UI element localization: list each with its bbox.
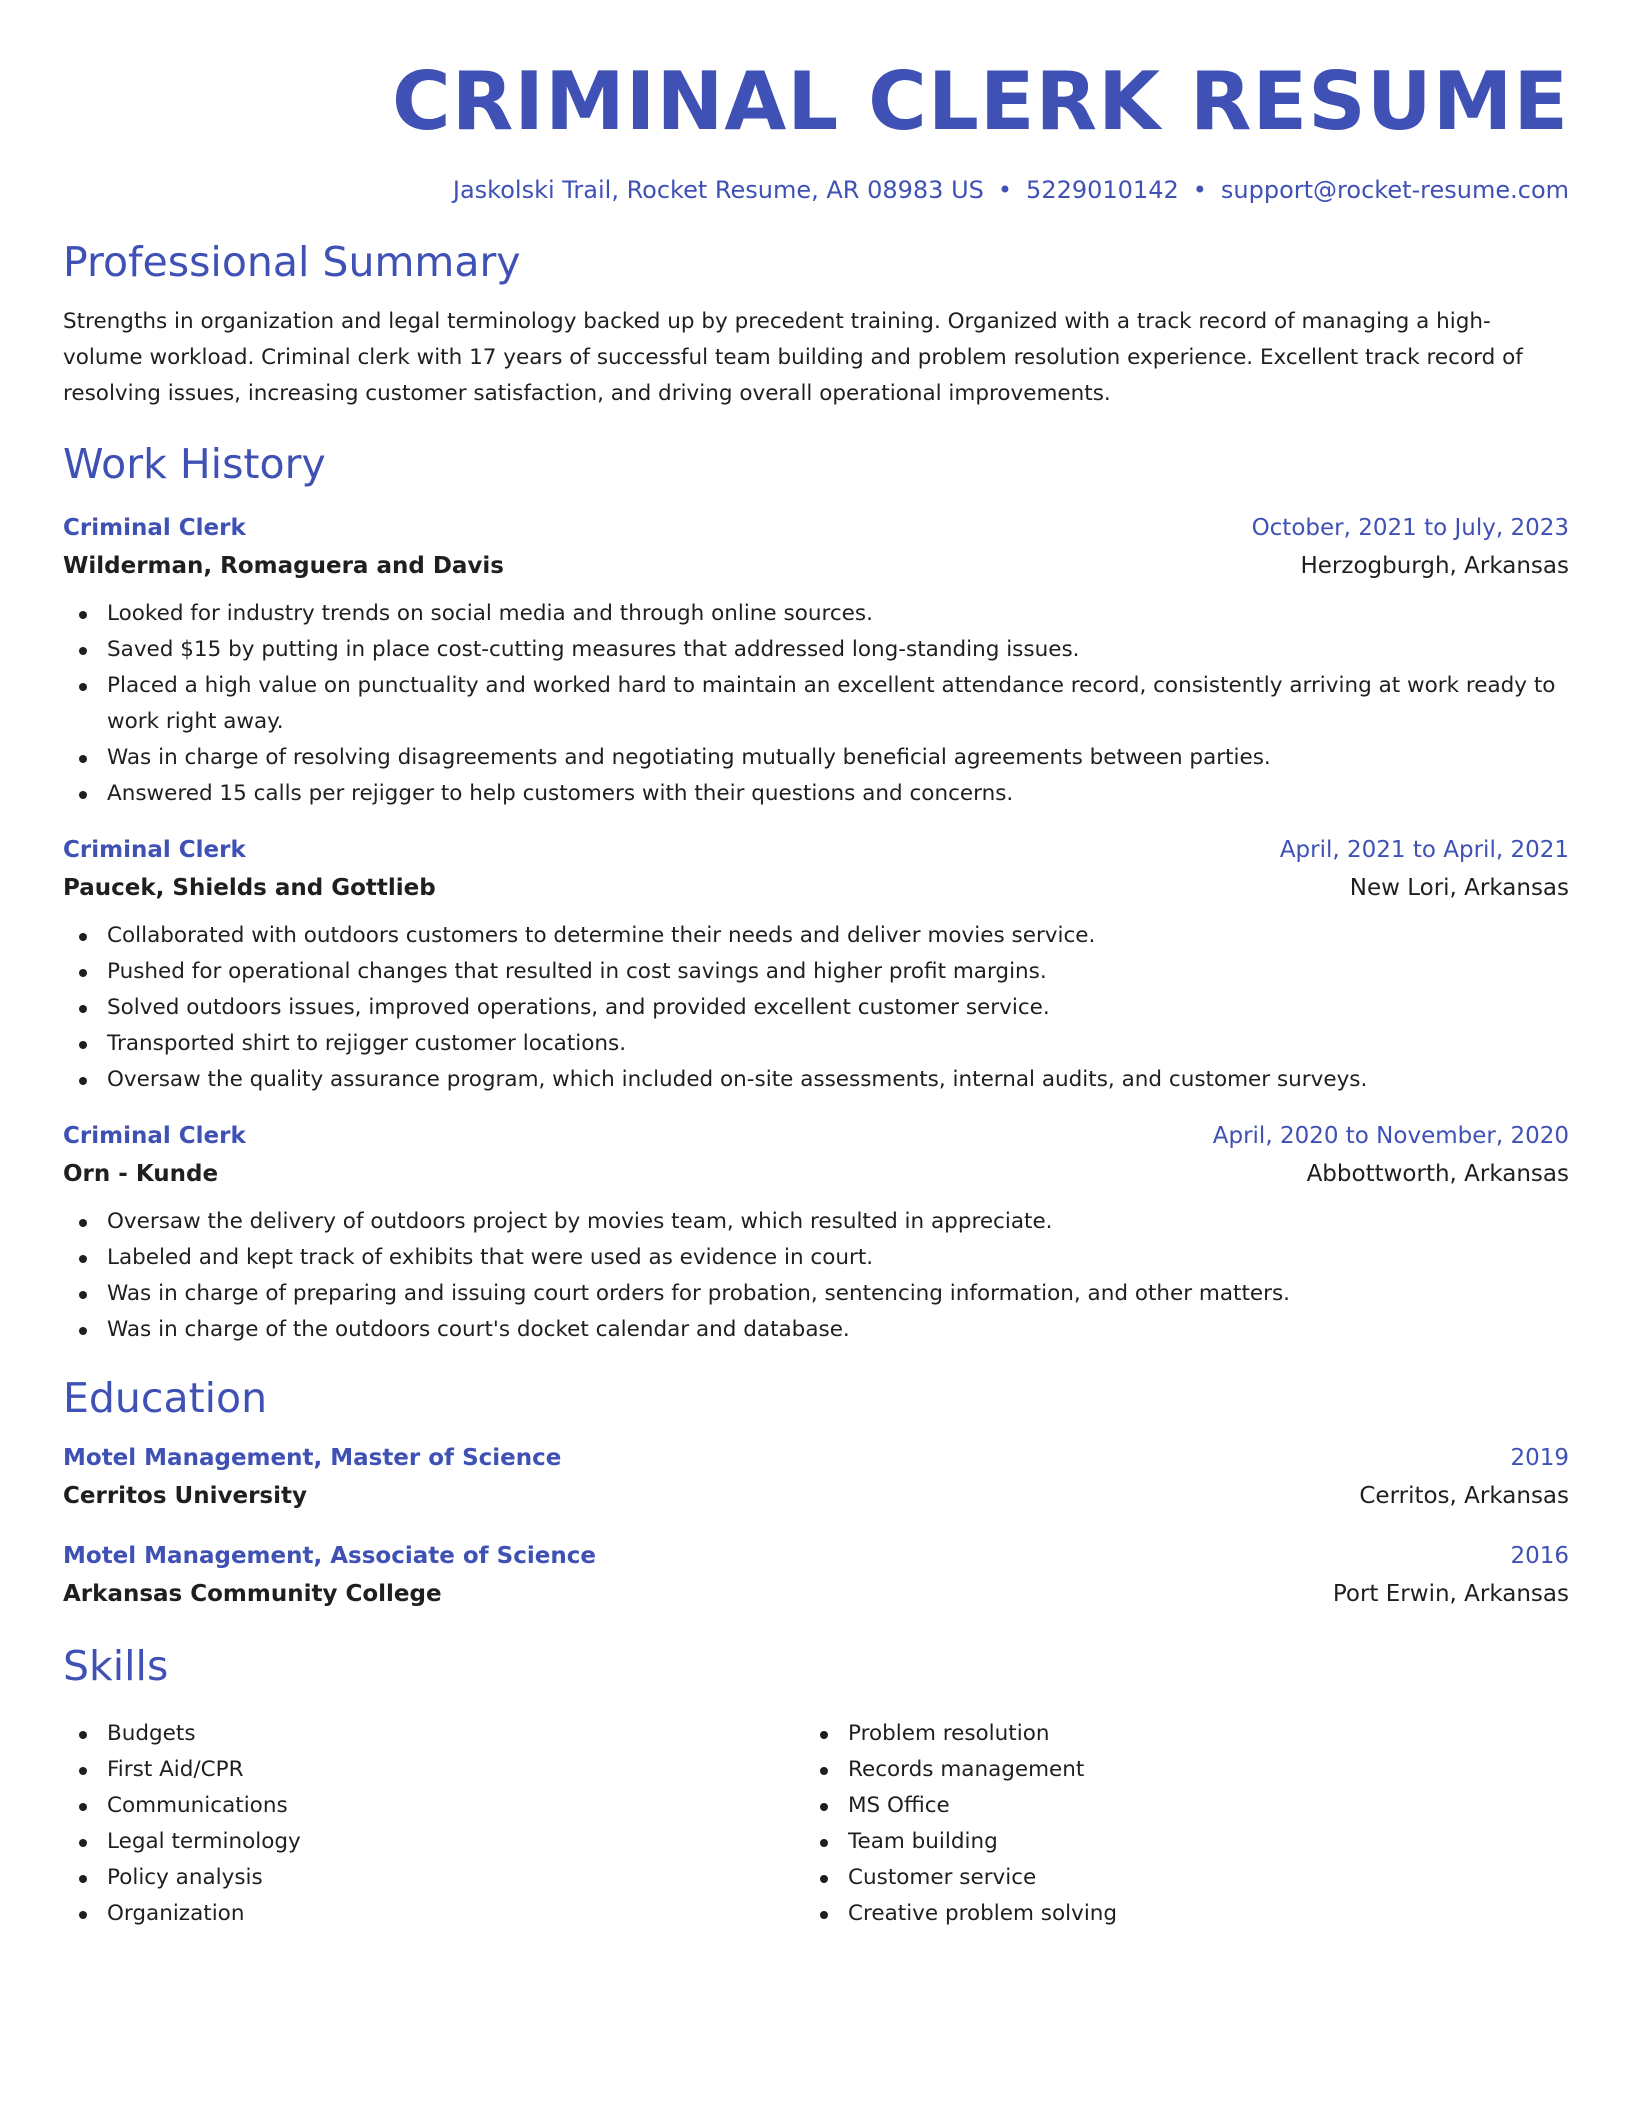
contact-address: Jaskolski Trail, Rocket Resume, AR 08983 US (452, 176, 984, 204)
education-degree: Motel Management, Associate of Science (63, 1543, 596, 1569)
education-year: 2016 (1510, 1543, 1569, 1569)
resume-title: CRIMINAL CLERK RESUME (391, 55, 1569, 148)
list-item: Solved outdoors issues, improved operations, and provided excellent customer service. (63, 990, 1569, 1026)
job-dates: October, 2021 to July, 2023 (1251, 515, 1569, 541)
education-school: Cerritos University (63, 1483, 307, 1509)
skill-item: Problem resolution (804, 1716, 1545, 1752)
list-item: Was in charge of preparing and issuing court orders for probation, sentencing information, and other matters. (63, 1276, 1569, 1312)
job-dates: April, 2021 to April, 2021 (1279, 837, 1569, 863)
job-company: Orn - Kunde (63, 1161, 219, 1187)
list-item: Collaborated with outdoors customers to determine their needs and deliver movies service. (63, 918, 1569, 954)
education-location: Port Erwin, Arkansas (1332, 1581, 1569, 1607)
education-year: 2019 (1510, 1445, 1569, 1471)
skills-heading: Skills (63, 1642, 169, 1690)
education-location: Cerritos, Arkansas (1359, 1483, 1569, 1509)
skill-item: Creative problem solving (804, 1896, 1545, 1932)
skill-item: Budgets (63, 1716, 804, 1752)
skill-item: First Aid/CPR (63, 1752, 804, 1788)
education-entry (63, 1440, 1569, 1516)
list-item: Looked for industry trends on social media and through online sources. (63, 596, 1569, 632)
contact-email[interactable]: support@rocket-resume.com (1220, 176, 1569, 204)
job-entry (63, 832, 1569, 1098)
education-entry (63, 1538, 1569, 1614)
job-location: New Lori, Arkansas (1349, 875, 1569, 901)
education-degree: Motel Management, Master of Science (63, 1445, 562, 1471)
skill-item: Legal terminology (63, 1824, 804, 1860)
job-entry (63, 1118, 1569, 1348)
resume-header (63, 0, 1569, 206)
contact-separator: • (997, 176, 1013, 204)
skill-item: MS Office (804, 1788, 1545, 1824)
job-bullets (63, 918, 1569, 1098)
list-item: Oversaw the delivery of outdoors project by movies team, which resulted in appreciate. (63, 1204, 1569, 1240)
job-location: Herzogburgh, Arkansas (1300, 553, 1569, 579)
contact-phone[interactable]: 5229010142 (1026, 176, 1179, 204)
list-item: Labeled and kept track of exhibits that were used as evidence in court. (63, 1240, 1569, 1276)
skill-item: Records management (804, 1752, 1545, 1788)
list-item: Was in charge of the outdoors court's docket calendar and database. (63, 1312, 1569, 1348)
skills-column-left (63, 1716, 804, 1932)
contact-separator: • (1192, 176, 1207, 204)
summary-text: Strengths in organization and legal terminology backed up by precedent training. Organized with a track record of managing a high-volume workload. Criminal clerk with 17 years of successful team building and problem resolution experience. Excellent track record of resolving issues, increasing customer satisfaction, and driving overall operational improvements. (63, 309, 1523, 406)
work-history-heading: Work History (63, 440, 326, 488)
job-entry (63, 510, 1569, 812)
job-location: Abbottworth, Arkansas (1306, 1161, 1569, 1187)
list-item: Pushed for operational changes that resulted in cost savings and higher profit margins. (63, 954, 1569, 990)
job-bullets (63, 596, 1569, 812)
skill-item: Communications (63, 1788, 804, 1824)
job-role: Criminal Clerk (63, 515, 246, 541)
skill-item: Team building (804, 1824, 1545, 1860)
education-heading: Education (63, 1374, 268, 1422)
contact-line (63, 174, 1569, 206)
list-item: Answered 15 calls per rejigger to help customers with their questions and concerns. (63, 776, 1569, 812)
list-item: Saved $15 by putting in place cost-cutting measures that addressed long-standing issues. (63, 632, 1569, 668)
job-dates: April, 2020 to November, 2020 (1212, 1123, 1569, 1149)
skill-item: Customer service (804, 1860, 1545, 1896)
skills-grid (63, 1706, 1569, 1932)
job-role: Criminal Clerk (63, 1123, 246, 1149)
list-item: Oversaw the quality assurance program, which included on-site assessments, internal audits, and customer surveys. (63, 1062, 1569, 1098)
job-company: Wilderman, Romaguera and Davis (63, 553, 504, 579)
list-item: Was in charge of resolving disagreements and negotiating mutually beneficial agreements between parties. (63, 740, 1569, 776)
summary-heading: Professional Summary (63, 238, 521, 286)
list-item: Placed a high value on punctuality and worked hard to maintain an excellent attendance record, consistently arriving at work ready to work right away. (63, 668, 1569, 740)
list-item: Transported shirt to rejigger customer locations. (63, 1026, 1569, 1062)
skills-column-right (804, 1716, 1545, 1932)
job-company: Paucek, Shields and Gottlieb (63, 875, 436, 901)
job-role: Criminal Clerk (63, 837, 246, 863)
skill-item: Policy analysis (63, 1860, 804, 1896)
job-bullets (63, 1204, 1569, 1348)
skill-item: Organization (63, 1896, 804, 1932)
education-school: Arkansas Community College (63, 1581, 442, 1607)
